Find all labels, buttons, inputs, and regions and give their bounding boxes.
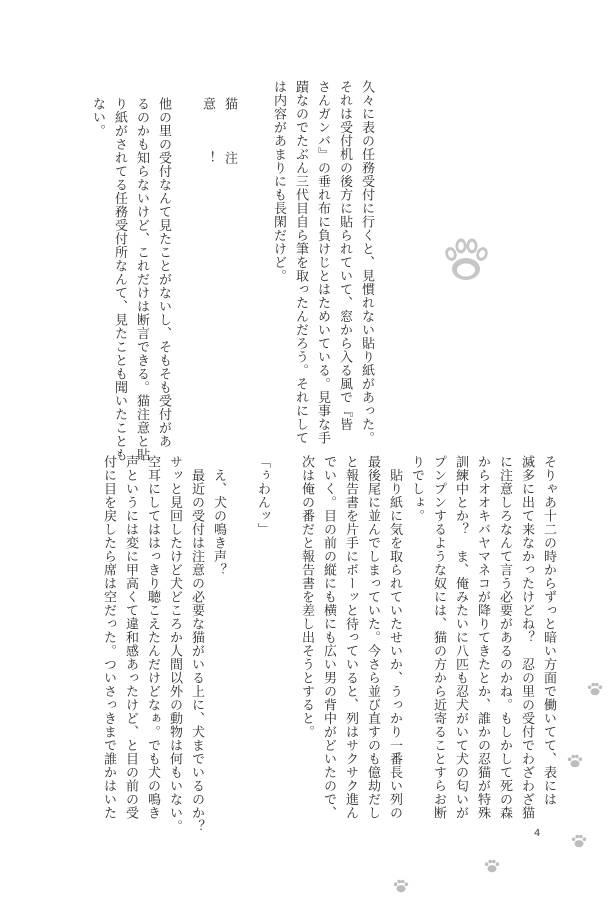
bottom-text-block: [97, 455, 559, 833]
top-text-block: [267, 80, 377, 445]
paw-print-icon: [392, 877, 410, 895]
text-line: それは受付机の後方に貼られていて、窓から入る風で『皆: [337, 80, 352, 431]
notice-line: 猫 注: [222, 97, 237, 178]
text-line: は内容があまりにも長閑だけど。: [271, 80, 286, 283]
notice-line: 意 ！: [200, 97, 215, 178]
text-line: と報告書を片手にボーッと待っていると、列はサクサク進ん: [343, 455, 358, 820]
text-line: 貼り紙に気を取られていたせいか、うっかり一番長い列の: [387, 455, 402, 820]
text-line: 次は俺の番だと報告書を差し出そうとすると。: [299, 455, 314, 739]
text-line: 空耳にしてははっきり聴こえたんだけどなぁ。でも犬の鳴き: [145, 455, 160, 820]
text-line: え、犬の鳴き声？: [211, 455, 226, 577]
text-line: 「ぅわんッ」: [255, 455, 270, 536]
text-line: からオオキバヤマネコが降りてきたとか、誰かの忍猫が特殊: [475, 455, 490, 820]
text-line: りでしょ。: [409, 455, 424, 523]
text-line: 滅多に出て来なかったけどね？ 忍の里の受付でわざわざ猫: [519, 455, 534, 820]
text-line: 訓練中とか？ ま、俺みたいに八匹も忍犬がいて犬の匂いが: [453, 455, 468, 820]
text-line: 最近の受付は注意の必要な猫がいる上に、犬までいるのか？: [189, 455, 204, 833]
cat-notice: [86, 97, 240, 462]
paw-print-icon: [438, 232, 494, 288]
text-line: るのかも知らないけど、これだけは断言できる。猫注意と貼: [134, 97, 149, 462]
text-line: 他の里の受付なんて見たことがないし、そもそも受付があ: [156, 97, 171, 448]
text-line: サッと見回したけど犬どころか人間以外の動物は何もいない。: [167, 455, 182, 833]
text-line: そりゃあ十二の時からずっと暗い方面で働いてて、表には: [541, 455, 556, 806]
text-line: [229, 455, 251, 833]
text-line: 付に目を戻したら席は空だった。ついさっきまで誰かはいた: [101, 455, 116, 820]
paw-print-icon: [566, 752, 584, 770]
text-line: 最後尾に並んでしまっていた。今さら並び直すのも億劫だし: [365, 455, 380, 820]
page-number: 4: [534, 828, 541, 839]
text-line: に注意しろなんて言う必要があるのかね。もしかして死の森: [497, 455, 512, 820]
text-line: 声というには変に甲高くて違和感あったけど、と目の前の受: [123, 455, 138, 820]
paw-print-icon: [586, 680, 604, 698]
spacer: [174, 97, 196, 462]
paw-print-icon: [483, 857, 501, 875]
text-line: さんガンバ』の垂れ布に負けじとはためいている。見事な手: [315, 80, 330, 445]
text-line: ない。: [90, 97, 105, 138]
text-line: [273, 455, 295, 833]
text-line: 久々に表の任務受付に行くと、見慣れない貼り紙があった。: [359, 80, 374, 445]
text-line: でいく。目の前の縦にも横にも広い男の背中がどいたので、: [321, 455, 336, 820]
text-line: プンプンするような奴には、猫の方から近寄ることすらお断: [431, 455, 446, 820]
paw-print-icon: [570, 832, 588, 850]
text-line: り紙がされてる任務受付所なんて、見たことも聞いたことも: [112, 97, 127, 462]
text-line: 蹟なのでたぶん三代目自ら筆を取ったんだろう。それにして: [293, 80, 308, 445]
